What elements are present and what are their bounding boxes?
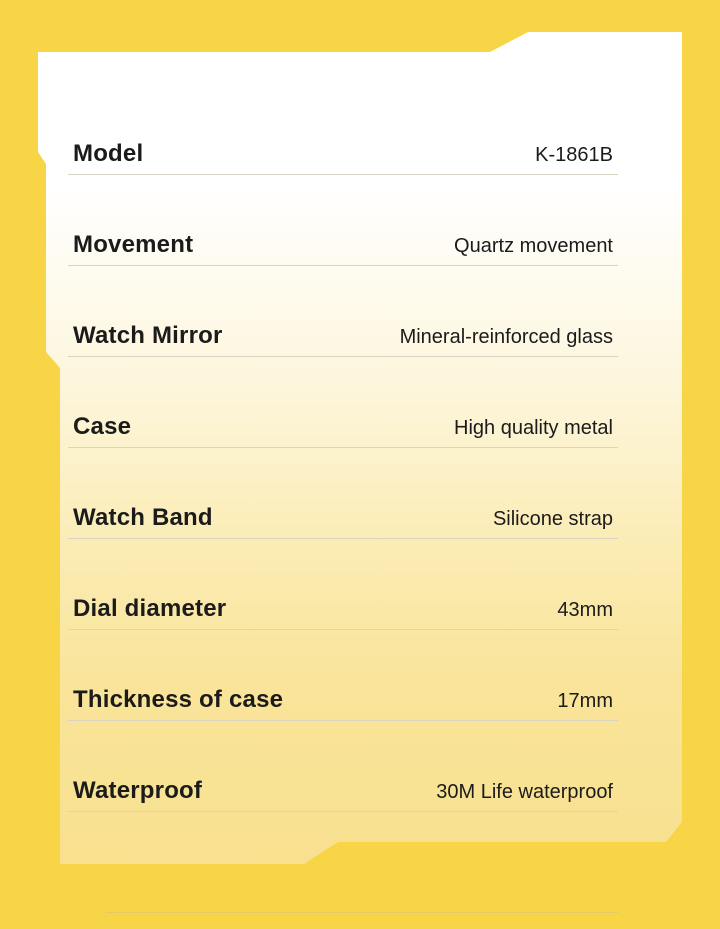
spec-value: Mineral-reinforced glass <box>399 326 613 348</box>
spec-value: K-1861B <box>535 144 613 166</box>
spec-label: Watch Mirror <box>73 322 223 349</box>
table-row-inner <box>68 686 618 721</box>
table-row-inner <box>68 140 618 175</box>
spec-value: Quartz movement <box>454 235 613 257</box>
table-row <box>68 369 618 460</box>
spec-value: Silicone strap <box>492 508 613 530</box>
table-row <box>68 733 618 824</box>
spec-label: Movement <box>73 231 194 258</box>
specification-table <box>68 96 618 824</box>
spec-label: Case <box>73 413 132 440</box>
table-row <box>68 187 618 278</box>
spec-label: Model <box>73 140 144 167</box>
spec-value: High quality metal <box>454 417 613 439</box>
table-row-inner <box>68 595 618 630</box>
spec-value: 17mm <box>557 690 613 712</box>
table-row <box>68 551 618 642</box>
table-row <box>68 278 618 369</box>
spec-label: Thickness of case <box>73 686 284 713</box>
table-row-inner <box>68 777 618 812</box>
table-row <box>68 96 618 187</box>
spec-label: Waterproof <box>73 777 203 804</box>
table-row-inner <box>68 231 618 266</box>
table-row <box>68 460 618 551</box>
spec-value: 43mm <box>557 599 613 621</box>
table-row-inner <box>68 413 618 448</box>
spec-label: Watch Band <box>73 504 213 531</box>
bottom-divider <box>106 912 618 913</box>
table-row <box>68 642 618 733</box>
table-row-inner <box>68 322 618 357</box>
spec-label: Dial diameter <box>73 595 227 622</box>
spec-value: 30M Life waterproof <box>436 781 613 803</box>
table-row-inner <box>68 504 618 539</box>
